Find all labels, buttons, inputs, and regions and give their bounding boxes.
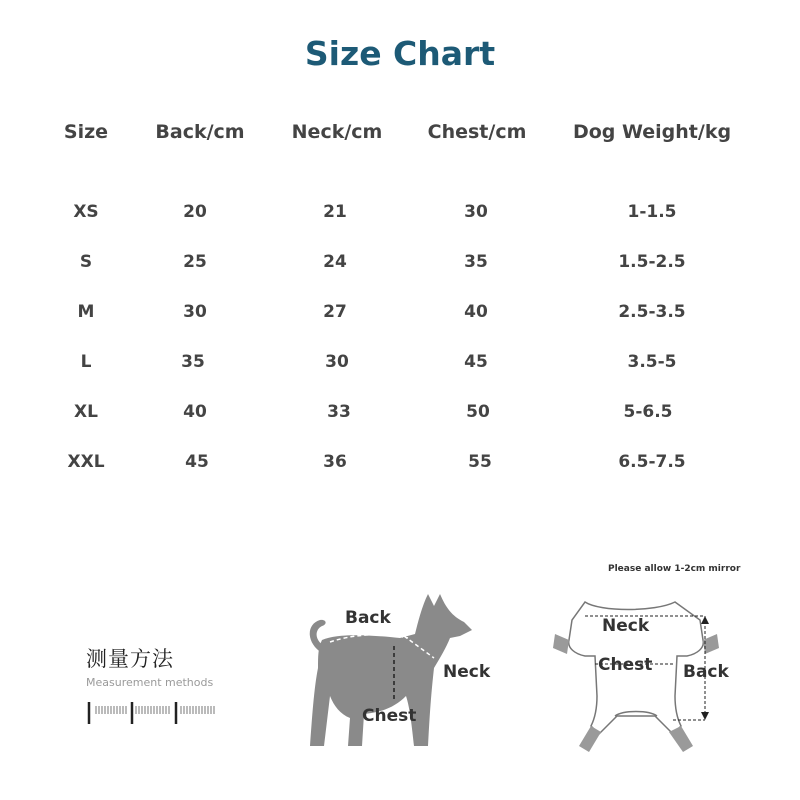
dog-chest-label: Chest [362,706,417,726]
table-cell: 55 [468,452,492,472]
table-cell: 35 [181,352,205,372]
measurement-title-en: Measurement methods [86,676,214,689]
table-cell: 45 [185,452,209,472]
table-cell: L [80,352,92,372]
shirt-back-label: Back [683,662,729,682]
measurement-title-cn: 测量方法 [86,647,174,671]
table-cell: 24 [323,252,347,272]
table-cell: 6.5-7.5 [618,452,686,472]
column-header-neck: Neck/cm [291,121,383,143]
column-header-size: Size [63,121,109,143]
table-cell: 1.5-2.5 [618,252,686,272]
column-header-chest: Chest/cm [427,121,527,143]
table-cell: 21 [323,202,347,222]
table-cell: 2.5-3.5 [618,302,686,322]
table-cell: 40 [183,402,207,422]
table-cell: 30 [183,302,207,322]
table-cell: 1-1.5 [627,202,677,222]
table-cell: 40 [464,302,488,322]
table-cell: S [79,252,93,272]
table-cell: 27 [323,302,347,322]
table-cell: 5-6.5 [623,402,673,422]
column-header-weight: Dog Weight/kg [572,121,732,143]
table-cell: 20 [183,202,207,222]
dog-neck-label: Neck [443,662,491,682]
table-cell: 33 [327,402,351,422]
table-cell: 35 [464,252,488,272]
table-cell: 30 [464,202,488,222]
table-cell: XL [74,402,98,422]
table-cell: 25 [183,252,207,272]
table-cell: 30 [325,352,349,372]
shirt-chest-label: Chest [598,655,653,675]
table-cell: 50 [466,402,490,422]
table-cell: XS [73,202,99,222]
shirt-neck-label: Neck [602,616,650,636]
column-header-back: Back/cm [155,121,245,143]
table-cell: 45 [464,352,488,372]
page-title: Size Chart [304,34,496,73]
tolerance-note: Please allow 1-2cm mirror [608,564,741,574]
table-cell: 36 [323,452,347,472]
ruler-icon [86,700,221,728]
table-cell: M [77,302,95,322]
table-cell: 3.5-5 [627,352,677,372]
table-cell: XXL [67,452,105,472]
dog-back-label: Back [345,608,391,628]
